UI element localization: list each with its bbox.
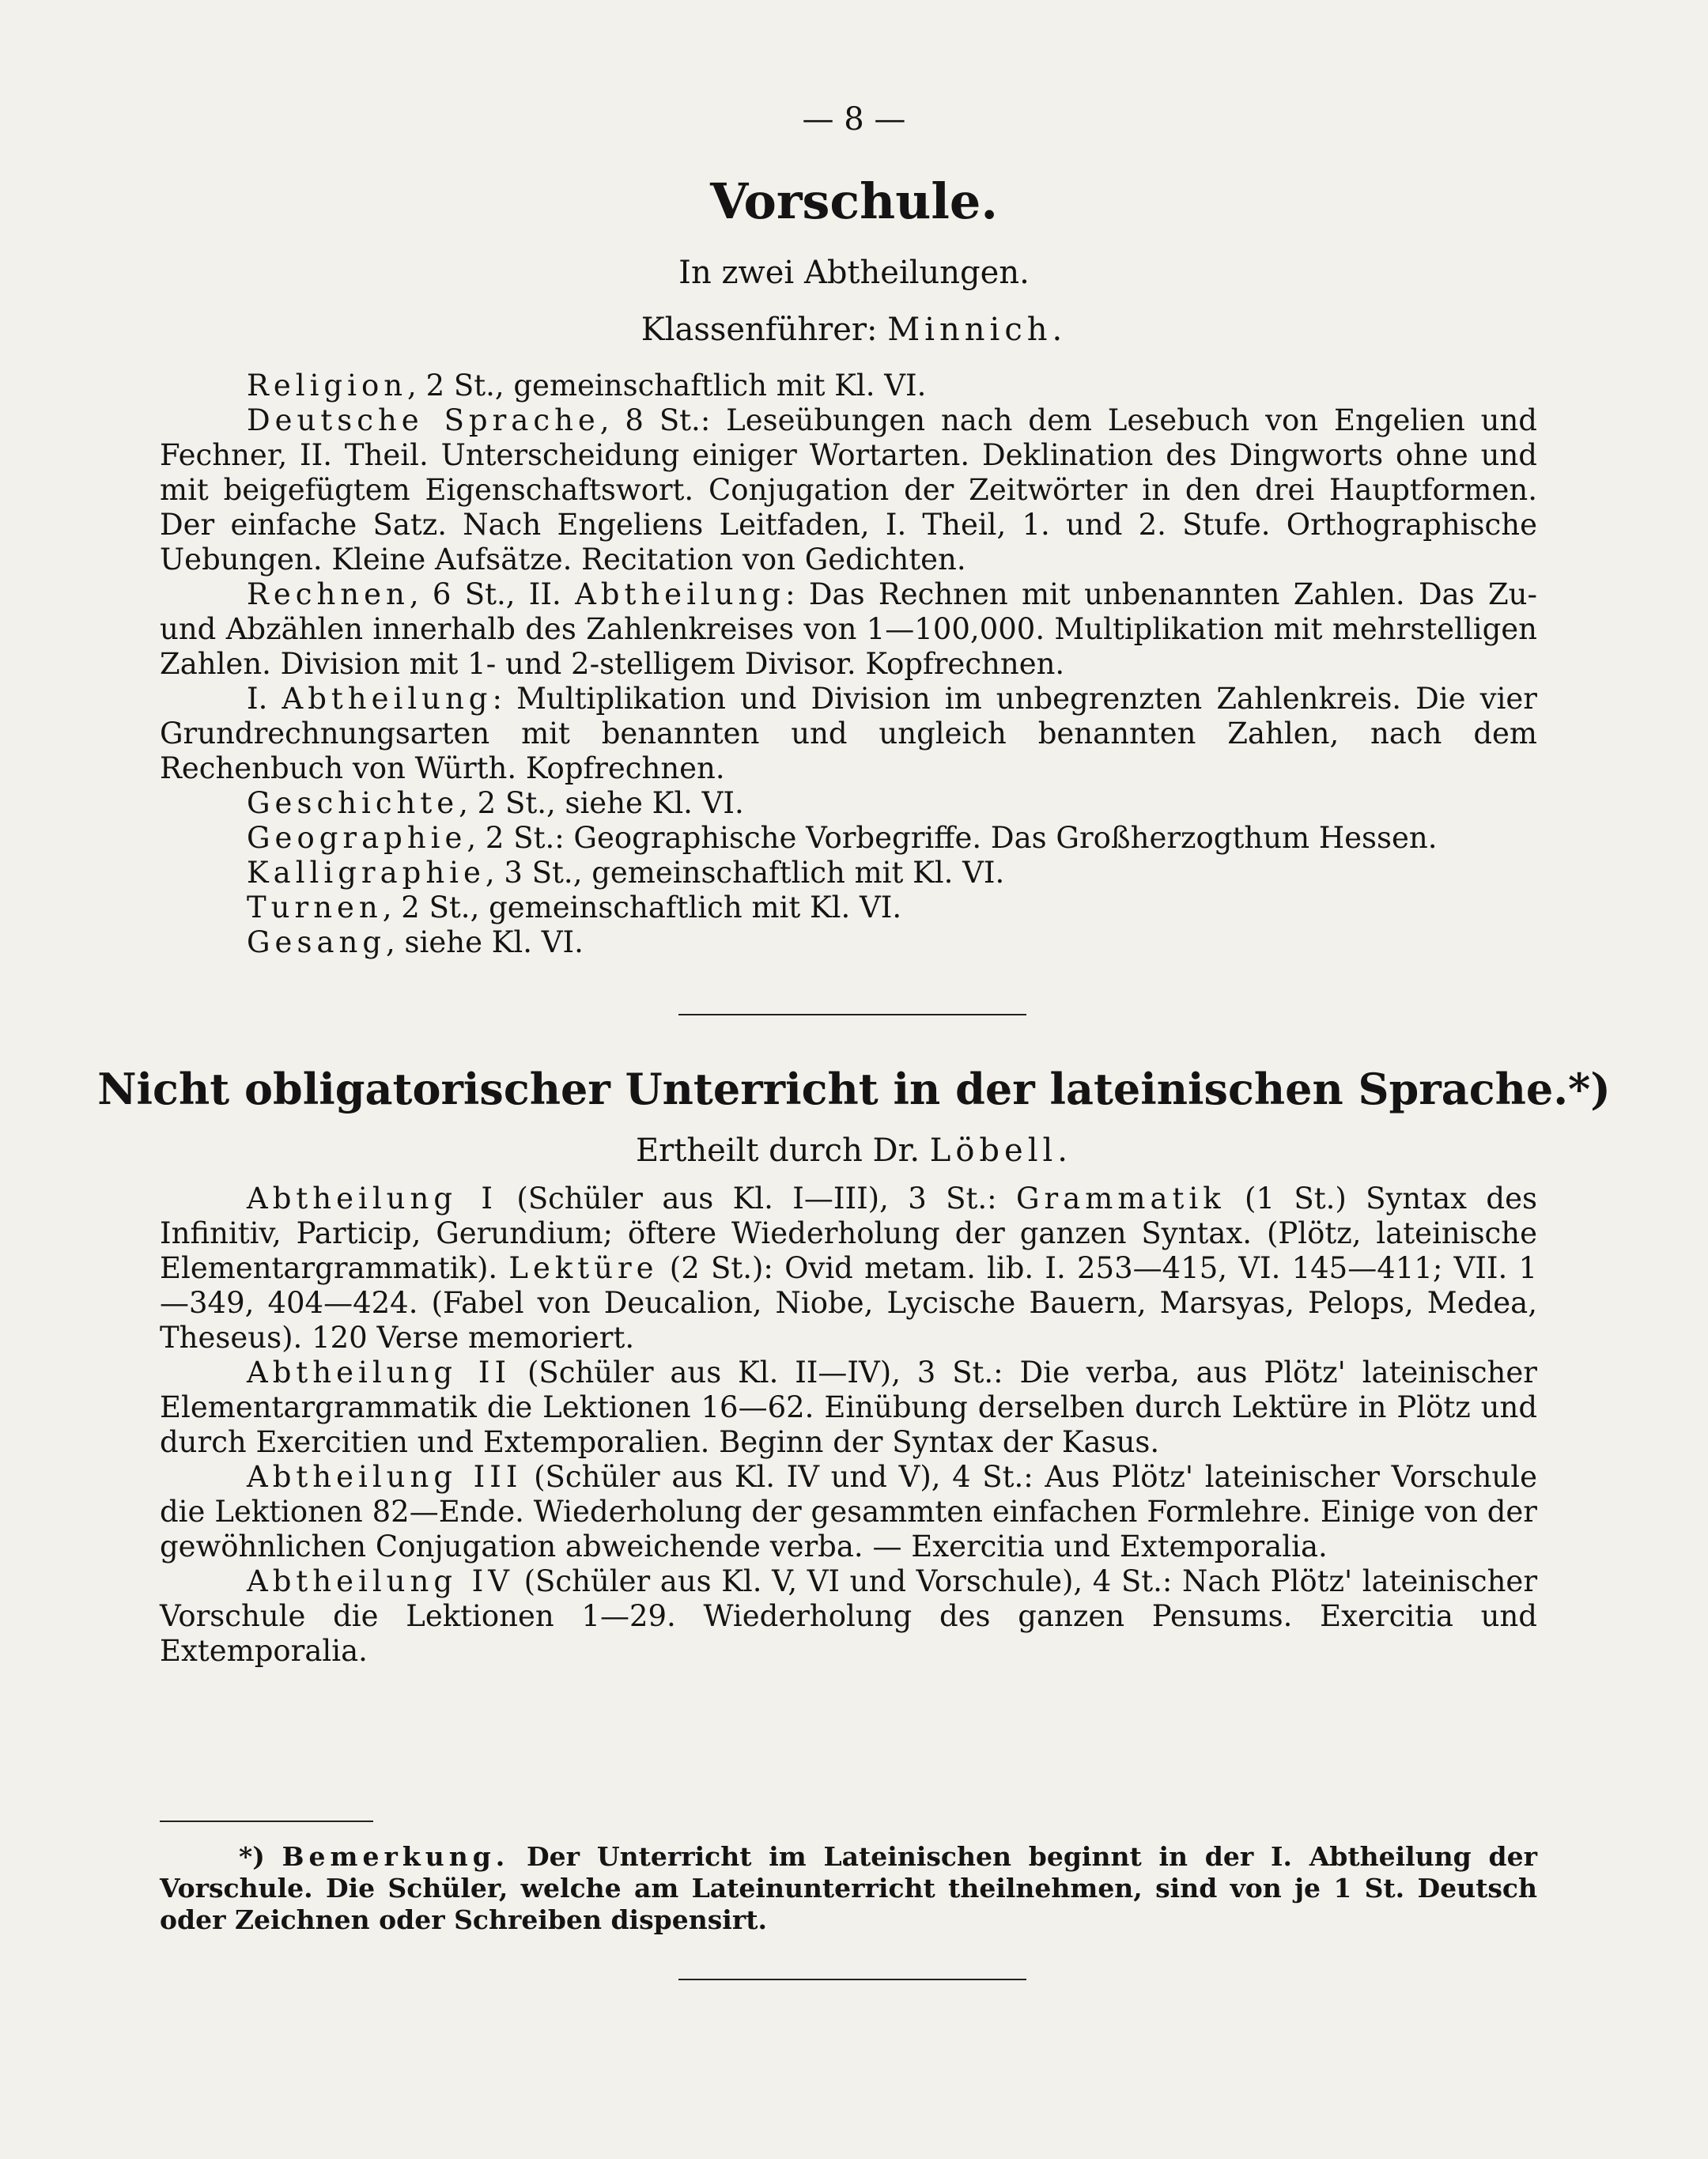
abteilung-2-entry [160, 1356, 1537, 1460]
geographie-entry [160, 821, 1537, 856]
entry-text: , 8 St.: Leseübungen nach dem Lesebuch von Engelien und Fechner, II. Theil. Unterscheidung einiger Wortarten. Deklination des Dingworts ohne und mit beigefügtem Eigenschaftswort. Conjugation der Zeitwörter in den drei Hauptformen. Der einfache Satz. Nach Engeliens Leitfaden, I. Theil, 1. und 2. Stufe. Orthographische Uebungen. Kleine Aufsätze. Recitation von Gedichten. [160, 403, 1537, 577]
deutsch-entry [160, 403, 1537, 577]
teacher-name: Löbell. [929, 1132, 1073, 1169]
rechnen-abt1-entry [160, 682, 1537, 786]
turnen-entry [160, 890, 1537, 925]
geschichte-entry [160, 786, 1537, 821]
subject-rechnen: Rechnen [247, 577, 410, 611]
section-divider [678, 1014, 1026, 1015]
entry-text: : Das Rechnen mit unbenannten Zahlen. Das Zu- und Abzählen innerhalb des Zahlenkreises von 1—100,000. Multiplikation mit mehrstelligen Zahlen. Division mit 1- und 2-stelligem Divisor. Kopfrechnen. [160, 577, 1538, 681]
entry-text: (Schüler aus Kl. I—III), 3 St.: [497, 1182, 1016, 1216]
division-label: Abtheilung IV [247, 1564, 514, 1598]
footnote-label: Bemerkung. [282, 1841, 510, 1872]
abteilung-3-entry [160, 1460, 1537, 1564]
footnote [160, 1841, 1537, 1936]
abteilung-1-entry [160, 1182, 1537, 1356]
entry-text: , siehe Kl. VI. [386, 925, 584, 959]
entry-text: (Schüler aus Kl. IV und V), 4 St.: Aus Plötz' lateinischer Vorschule die Lektionen 82—Ende. Wiederholung der gesammten einfachen Formlehre. Einige von der gewöhnlichen Conjugation abweichende verba. — Exercitia und Extemporalia. [160, 1460, 1537, 1563]
division-label: Abtheilung [282, 682, 493, 716]
grammatik-label: Grammatik [1016, 1182, 1226, 1216]
lektuere-label: Lektüre [508, 1251, 659, 1285]
entry-text: , 2 St., gemeinschaftlich mit Kl. VI. [407, 369, 927, 403]
subject-gesang: Gesang [247, 925, 387, 959]
subject-geographie: Geographie [247, 821, 467, 855]
entry-text: , 2 St., siehe Kl. VI. [459, 786, 744, 820]
entry-text: (2 St.): Ovid metam. lib. I. 253—415, VI. 145—411; VII. 1—349, 404—424. (Fabel von Deucalion, Niobe, Lycische Bauern, Marsyas, Pelops, Medea, Theseus). 120 Verse memoriert. [160, 1251, 1537, 1355]
teacher-label: Ertheilt durch Dr. [635, 1132, 920, 1169]
entry-text: (Schüler aus Kl. V, VI und Vorschule), 4 St.: Nach Plötz' lateinischer Vorschule die Lektionen 1—29. Wiederholung des ganzen Pensums. Exercitia und Extemporalia. [160, 1564, 1538, 1668]
division-label: Abtheilung [575, 577, 786, 611]
latein-title: Nicht obligatorischer Unterricht in der lateinischen Sprache.*) [97, 1064, 1611, 1114]
page-number: — 8 — [802, 101, 906, 138]
division-label: Abtheilung II [247, 1356, 512, 1390]
division-label: Abtheilung I [247, 1182, 498, 1216]
latein-teacher [0, 1132, 1708, 1169]
entry-text: I. [247, 682, 282, 716]
entry-text: , 2 St., gemeinschaftlich mit Kl. VI. [382, 890, 902, 924]
subject-deutsch: Deutsche Sprache [247, 403, 600, 437]
teacher-label: Klassenführer: [640, 312, 878, 348]
entry-text: , 6 St., II. [409, 577, 576, 611]
abteilung-4-entry [160, 1564, 1537, 1669]
footnote-rule [160, 1821, 373, 1822]
division-label: Abtheilung III [247, 1460, 523, 1494]
vorschule-title: Vorschule. [710, 172, 998, 230]
entry-text: , 3 St., gemeinschaftlich mit Kl. VI. [485, 856, 1005, 890]
religion-entry [160, 369, 1537, 403]
vorschule-subtitle: In zwei Abtheilungen. [678, 255, 1030, 291]
subject-religion: Religion [247, 369, 408, 403]
subject-kalligraphie: Kalligraphie [247, 856, 486, 890]
footnote-marker: *) [239, 1841, 282, 1872]
gesang-entry [160, 925, 1537, 960]
rechnen-abt2-entry [160, 577, 1537, 682]
end-divider [678, 1979, 1026, 1980]
entry-text: (1 St.) Syntax des Infinitiv, Particip, Gerundium; öftere Wiederholung der ganzen Syntax. (Plötz, lateinische Elementargrammatik). [160, 1182, 1537, 1285]
footnote-text: Der Unterricht im Lateinischen beginnt in der I. Abtheilung der Vorschule. Die Schüler, welche am Lateinunterricht theilnehmen, sind von je 1 St. Deutsch oder Zeichnen oder Schreiben dispensirt. [160, 1841, 1537, 1935]
kalligraphie-entry [160, 856, 1537, 890]
entry-text: (Schüler aus Kl. II—IV), 3 St.: Die verba, aus Plötz' lateinischer Elementargrammatik die Lektionen 16—62. Einübung derselben durch Lektüre in Plötz und durch Exercitien und Extemporalien. Beginn der Syntax der Kasus. [160, 1356, 1537, 1459]
teacher-name: Minnich. [887, 312, 1068, 348]
entry-text: : Multiplikation und Division im unbegrenzten Zahlenkreis. Die vier Grundrechnungsarten mit benannten und ungleich benannten Zahlen, nach dem Rechenbuch von Würth. Kopfrechnen. [160, 682, 1537, 785]
vorschule-body [160, 369, 1537, 960]
vorschule-teacher [0, 312, 1708, 348]
latein-body [160, 1182, 1537, 1669]
subject-geschichte: Geschichte [247, 786, 459, 820]
entry-text: , 2 St.: Geographische Vorbegriffe. Das Großherzogthum Hessen. [467, 821, 1438, 855]
subject-turnen: Turnen [247, 890, 383, 924]
